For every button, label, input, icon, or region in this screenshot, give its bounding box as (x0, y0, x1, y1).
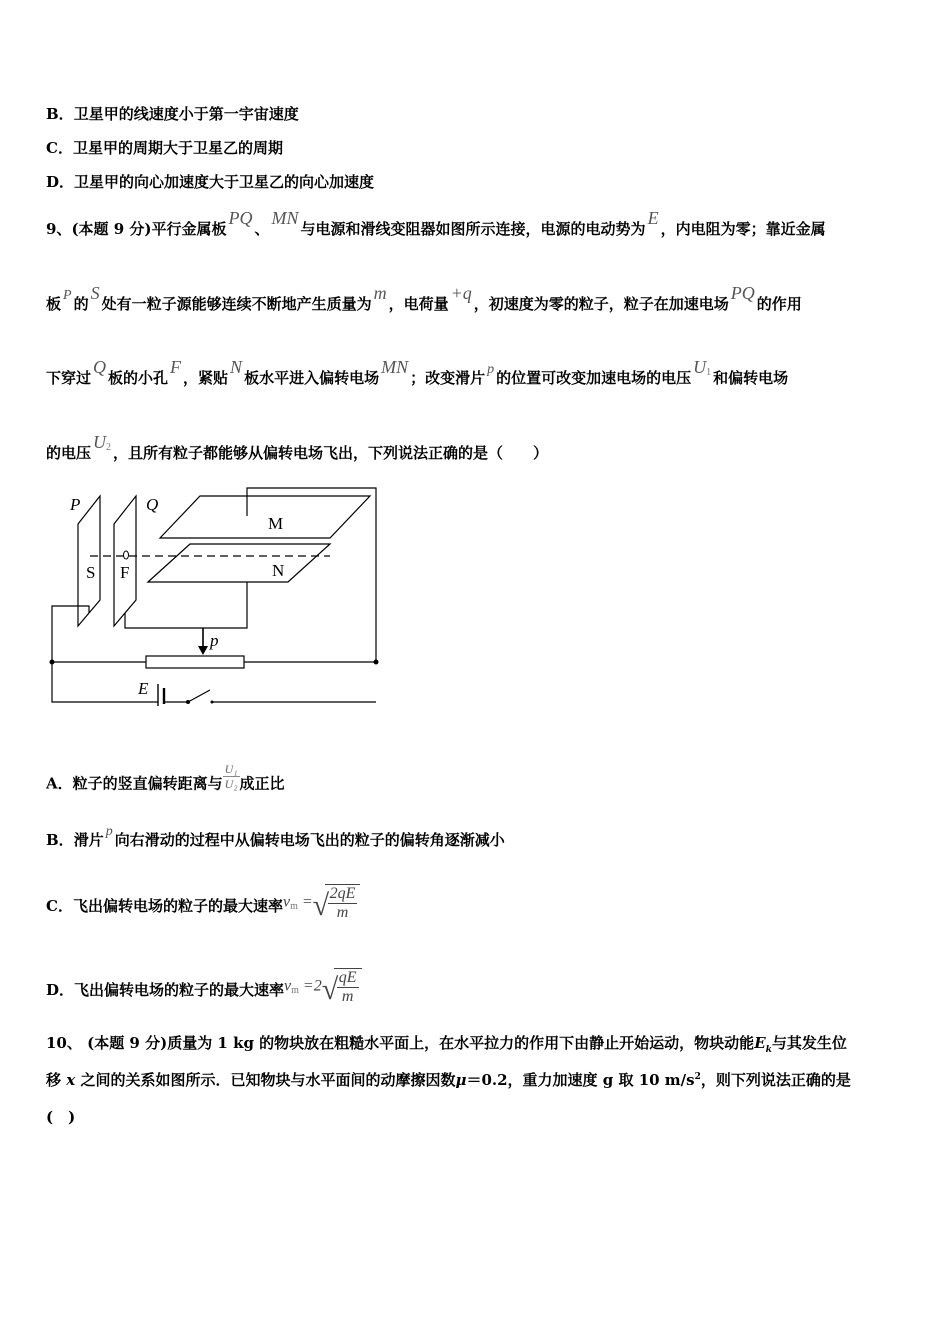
stem-text: ，且所有粒子都能够从偏转电场飞出，下列说法正确的是（ ） (113, 444, 549, 462)
stem-text: 与电源和滑线变阻器如图所示连接，电源的电动势为 (300, 220, 646, 238)
stem-text: 的电压 (46, 444, 92, 462)
stem-text: 质量为 1 kg 的物块放在粗糙水平面上，在水平拉力的作用下由静止开始运动，物块动能 (167, 1034, 755, 1052)
sqrt (334, 968, 362, 1006)
stem-text: 下穿过 (46, 369, 92, 387)
sqrt-numerator: √ 2qE (329, 885, 356, 902)
stem-text: ，内电阻为零；靠近金属 (660, 220, 826, 238)
symbol-slider-p: p (487, 362, 495, 377)
q9-option-b (46, 824, 505, 850)
q9-option-c (46, 885, 360, 926)
label-f: F (120, 563, 130, 582)
stem-text: ，初速度为零的粒子，粒子在加速电场 (473, 295, 729, 313)
fraction-denominator: U₂ (224, 777, 238, 791)
wire-m (247, 488, 376, 662)
stem-text: 之间的关系如图所示．已知物块与水平面间的动摩擦因数 (80, 1071, 456, 1089)
switch (188, 690, 210, 702)
question-number: 10、 (46, 1034, 82, 1052)
fraction-u1-u2 (223, 762, 240, 791)
symbol-q: +q (450, 283, 472, 303)
stem-text: ，紧贴 (183, 369, 229, 387)
option-text: 卫星甲的线速度小于第一宇宙速度 (73, 105, 299, 123)
option-text: 粒子的竖直偏转距离与 (72, 774, 223, 793)
q9-option-d (46, 969, 362, 1010)
wire-n (125, 582, 247, 628)
symbol-s: S (90, 283, 100, 303)
symbol-p: P (63, 288, 72, 303)
stem-text: 的 (73, 295, 89, 313)
option-text: 卫星甲的周期大于卫星乙的周期 (72, 139, 283, 157)
label-s: S (86, 563, 96, 582)
symbol-f: F (170, 357, 182, 377)
option-label: D． (46, 173, 75, 191)
stem-text: 平行金属板 (151, 220, 227, 238)
option-label: B． (46, 831, 74, 849)
sqrt (325, 884, 361, 922)
superscript: 2 (694, 1072, 701, 1082)
q10-stem-line-3 (46, 1106, 75, 1127)
stem-text: 移 (46, 1071, 62, 1089)
stem-text: ；改变滑片 (410, 369, 486, 387)
label-e: E (138, 679, 149, 698)
stem-text: 、 (254, 220, 270, 238)
q9-stem-line-2 (46, 283, 802, 314)
question-number: 9、 (46, 220, 72, 238)
sqrt-denominator: m (341, 988, 354, 1005)
option-label: A． (46, 774, 73, 793)
stem-text: ，电荷量 (388, 295, 449, 313)
formula-v-sub: m (291, 984, 299, 996)
symbol-mn: MN (381, 357, 409, 377)
label-m: M (268, 514, 284, 533)
label-q: Q (146, 495, 159, 514)
formula-v: v (284, 977, 292, 995)
q10-stem-line-1 (46, 1032, 847, 1055)
question-score: (本题 9 分) (87, 1034, 168, 1052)
symbol-q-plate: Q (93, 357, 107, 377)
formula-eq: = (301, 893, 313, 911)
stem-text: 板 (46, 295, 62, 313)
option-label: C． (46, 139, 73, 157)
option-text: 飞出偏转电场的粒子的最大速率 (74, 981, 285, 999)
u-subscript: 1 (706, 367, 712, 378)
answer-blank: ( ) (46, 1108, 76, 1126)
stem-text: ，则下列说法正确的是 (700, 1071, 851, 1089)
option-label: B． (46, 105, 74, 123)
q9-option-a (46, 762, 285, 799)
q9-stem-line-3 (46, 357, 789, 388)
formula-eq: =2 (302, 977, 322, 995)
fraction-numerator: U₁ (224, 762, 238, 776)
symbol-pq: PQ (730, 283, 755, 303)
symbol-u1 (693, 357, 711, 377)
symbol-slider-p: p (105, 824, 113, 839)
u-letter: U (693, 357, 707, 377)
q8-option-c (46, 137, 283, 158)
symbol-ek (754, 1034, 772, 1055)
u-subscript: 2 (106, 442, 112, 453)
ek-subscript: k (765, 1045, 772, 1055)
formula-vm-c (283, 884, 360, 922)
option-text: 飞出偏转电场的粒子的最大速率 (72, 897, 283, 915)
stem-text: 板水平进入偏转电场 (244, 369, 380, 387)
symbol-n: N (230, 357, 243, 377)
option-label: C． (46, 897, 73, 915)
stem-text: 处有一粒子源能够连续不断地产生质量为 (101, 295, 372, 313)
hole-f (124, 551, 129, 559)
symbol-pq: PQ (228, 208, 253, 228)
q9-stem-line-1 (46, 208, 826, 239)
stem-text: ＝0.2，重力加速度 g 取 10 m/s (466, 1071, 695, 1089)
option-label: D． (46, 981, 75, 999)
sqrt-numerator: √ qE (338, 969, 357, 986)
option-text: 向右滑动的过程中从偏转电场飞出的粒子的偏转角逐渐减小 (114, 831, 505, 849)
symbol-x: x (66, 1071, 76, 1089)
formula-v: v (282, 893, 291, 911)
q8-option-d (46, 171, 374, 192)
label-n: N (272, 561, 285, 580)
option-text: 成正比 (239, 774, 285, 793)
rheostat (146, 656, 244, 668)
q10-stem-line-2 (46, 1069, 851, 1090)
formula-vm-d (284, 968, 361, 1006)
option-text: 滑片 (73, 831, 104, 849)
plate-m (160, 496, 370, 538)
stem-text: 的作用 (756, 295, 802, 313)
symbol-e: E (647, 208, 659, 228)
ek-letter: E (754, 1034, 766, 1052)
stem-text: 与其发生位 (771, 1034, 847, 1052)
sqrt-denominator: m (336, 904, 349, 921)
label-slider-p: p (210, 631, 219, 650)
label-p: P (70, 495, 81, 514)
q9-stem-line-4 (46, 432, 549, 463)
symbol-mn: MN (271, 208, 299, 228)
formula-v-sub: m (290, 900, 298, 912)
question-score: (本题 9 分) (71, 220, 152, 238)
plate-q (114, 496, 136, 626)
stem-text: 板的小孔 (108, 369, 169, 387)
option-text: 卫星甲的向心加速度大于卫星乙的向心加速度 (74, 173, 375, 191)
circuit-diagram (40, 484, 390, 706)
symbol-u2 (93, 432, 111, 452)
stem-text: 和偏转电场 (713, 369, 789, 387)
plate-n (148, 544, 330, 582)
stem-text: 的位置可改变加速电场的电压 (496, 369, 692, 387)
symbol-m: m (373, 283, 387, 303)
u-letter: U (93, 432, 107, 452)
symbol-mu: μ (455, 1071, 467, 1089)
q8-option-b (46, 103, 299, 124)
